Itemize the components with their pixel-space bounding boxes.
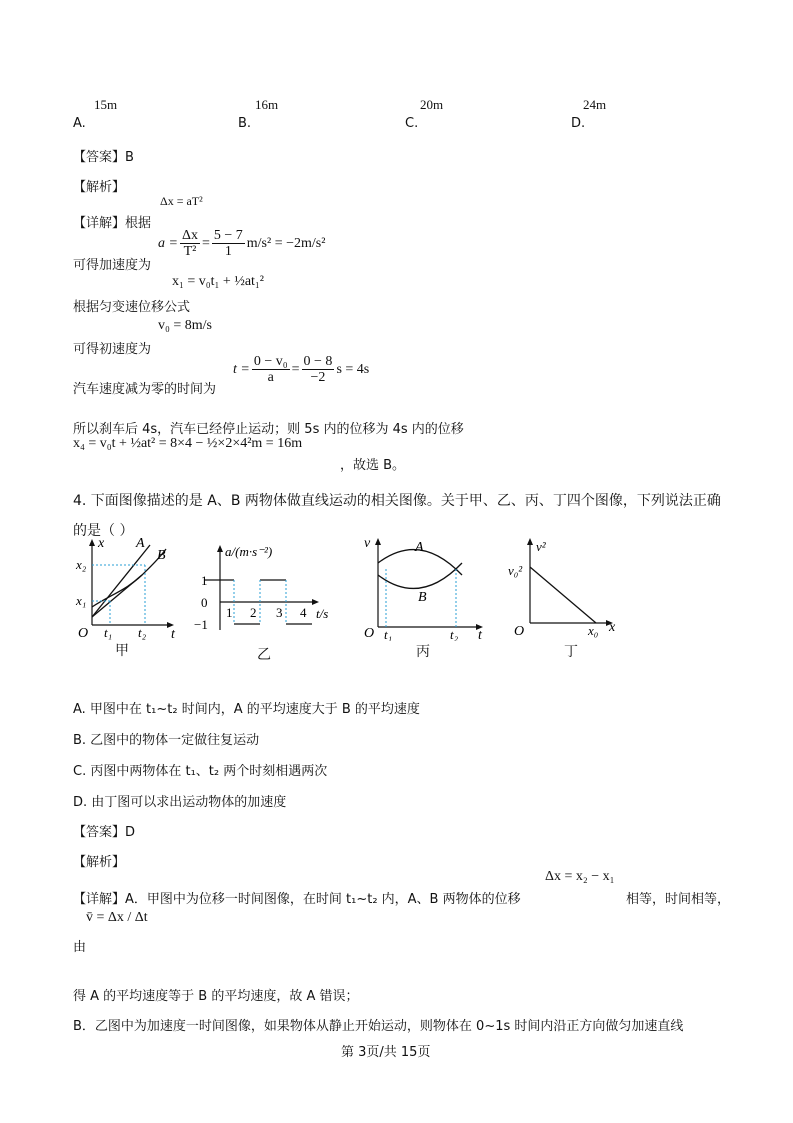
q3-line-accel: 可得加速度为 — [73, 258, 152, 273]
option-a-letter: A. — [73, 116, 86, 131]
q4-stem-line2: 的是（ ） — [73, 523, 134, 539]
page-footer: 第 3页/共 15页 — [341, 1045, 431, 1060]
yi-x-label: t/s — [316, 606, 329, 621]
jia-line-a-lower — [92, 575, 142, 617]
yi-tick-2: 2 — [250, 605, 257, 620]
graph-yi-at — [192, 540, 342, 640]
yi-tick-3: 3 — [276, 605, 283, 620]
yi-tick-1: 1 — [226, 605, 233, 620]
bing-curve-b — [378, 563, 462, 588]
yi-y-label: a/(m·s⁻²) — [225, 544, 273, 559]
formula-time: t = $\frac{\text{0 − v₀}}{a}$ = $\frac{0 - 8}{-2}$ s = 4s — [233, 354, 370, 385]
q4-by: 由 — [73, 940, 87, 955]
jia-t2: t₂ — [138, 625, 147, 640]
option-b-letter: B. — [238, 116, 252, 131]
formula-vbar: v̄ = Δx / Δt — [86, 910, 148, 925]
bing-label-a: A — [415, 540, 424, 555]
q4-option-b: B. 乙图中的物体一定做往复运动 — [73, 733, 260, 748]
formula-dx-at2: Δx = aT² — [160, 194, 203, 208]
bing-x-label: t — [478, 628, 482, 641]
formula-displacement: x₁ = v₀t₁ + ½at₁² — [172, 274, 265, 289]
q4-detail2: 得 A 的平均速度等于 B 的平均速度，故 A 错误； — [73, 989, 359, 1004]
bing-y-label: v — [364, 536, 371, 551]
option-c-letter: C. — [405, 116, 419, 131]
yi-label-m1: −1 — [194, 617, 208, 632]
ding-v02: v₀² — [508, 563, 523, 578]
jia-line-a — [92, 545, 150, 617]
bing-t1: t₁ — [384, 627, 393, 641]
jia-label-b: B — [157, 548, 166, 563]
jia-y-label: x — [98, 536, 105, 551]
formula-x4: x₄ = v₀t + ½at² = 8×4 − ½×2×4²m = 16m — [73, 436, 303, 451]
graph-ding-v2x — [508, 533, 623, 641]
q4-answer: 【答案】D — [73, 825, 136, 840]
jia-x-label: t — [171, 627, 175, 640]
jia-x1: x₁ — [76, 593, 87, 608]
q3-analysis: 【解析】 — [73, 180, 126, 195]
yi-tick-4: 4 — [300, 605, 307, 620]
q4-option-c: C. 丙图中两物体在 t₁、t₂ 两个时刻相遇两次 — [73, 764, 328, 779]
q4-option-a: A. 甲图中在 t₁~t₂ 时间内，A 的平均速度大于 B 的平均速度 — [73, 702, 420, 717]
fig-label-bing: 丙 — [416, 644, 430, 660]
option-d-letter: D. — [571, 116, 586, 131]
q4-stem-line1: 4. 下面图像描述的是 A、B 两物体做直线运动的相关图像。关于甲、乙、丙、丁四个图像，下列说法正确 — [73, 493, 721, 509]
ding-y-label: v² — [536, 539, 546, 554]
q4-analysis: 【解析】 — [73, 855, 126, 870]
ding-line — [530, 567, 596, 623]
bing-origin: O — [364, 626, 375, 641]
q3-answer: 【答案】B — [73, 150, 134, 165]
fig-label-ding: 丁 — [564, 644, 578, 660]
q4-detail1-a: 【详解】A．甲图中为位移一时间图像，在时间 t₁~t₂ 内，A、B 两物体的位移 — [73, 892, 521, 907]
formula-v0: v₀ = 8m/s — [158, 318, 213, 333]
q4-option-d: D. 由丁图可以求出运动物体的加速度 — [73, 795, 287, 810]
jia-label-a: A — [136, 536, 145, 551]
ding-origin: O — [514, 624, 525, 639]
fig-label-yi: 乙 — [257, 647, 271, 663]
q4-detail1-b: 相等，时间相等， — [626, 892, 731, 907]
q3-line-disp: 根据匀变速位移公式 — [73, 300, 191, 315]
option-d-value: 24m — [583, 97, 607, 112]
graph-bing-vt — [360, 533, 490, 641]
yi-label-zero: 0 — [201, 595, 208, 610]
ding-x0: x₀ — [588, 623, 599, 638]
q3-line-time: 汽车速度减为零的时间为 — [73, 382, 217, 397]
jia-x2: x₂ — [76, 557, 87, 572]
q3-choose: ，故选 B。 — [340, 458, 406, 473]
jia-origin: O — [78, 626, 89, 640]
q3-line-stop: 所以刹车后 4s，汽车已经停止运动；则 5s 内的位移为 4s 内的位移 — [73, 422, 464, 437]
q4-detail3: B．乙图中为加速度一时间图像，如果物体从静止开始运动，则物体在 0~1s 时间内沿正方向做匀加速直线 — [73, 1019, 684, 1034]
fig-label-jia: 甲 — [115, 643, 129, 659]
q3-line-v0: 可得初速度为 — [73, 342, 152, 357]
jia-t1: t₁ — [104, 625, 113, 640]
option-c-value: 20m — [420, 97, 444, 112]
yi-label-p1: 1 — [201, 573, 208, 588]
option-a-value: 15m — [94, 97, 118, 112]
option-b-value: 16m — [255, 97, 279, 112]
graph-jia-xt — [70, 535, 180, 640]
bing-t2: t₂ — [450, 627, 459, 641]
formula-dx-x2-x1: Δx = x₂ − x₁ — [545, 869, 615, 884]
ding-x-label: x — [609, 620, 616, 635]
jia-curve-b — [92, 549, 166, 607]
bing-label-b: B — [418, 590, 427, 605]
formula-acceleration: a = $\frac{\Delta x}{\text{T²}}$ = $\frac{5 - 7}{1}$ m/s² = −2m/s² — [158, 228, 326, 259]
q3-detail-prefix: 【详解】根据 — [73, 216, 152, 231]
